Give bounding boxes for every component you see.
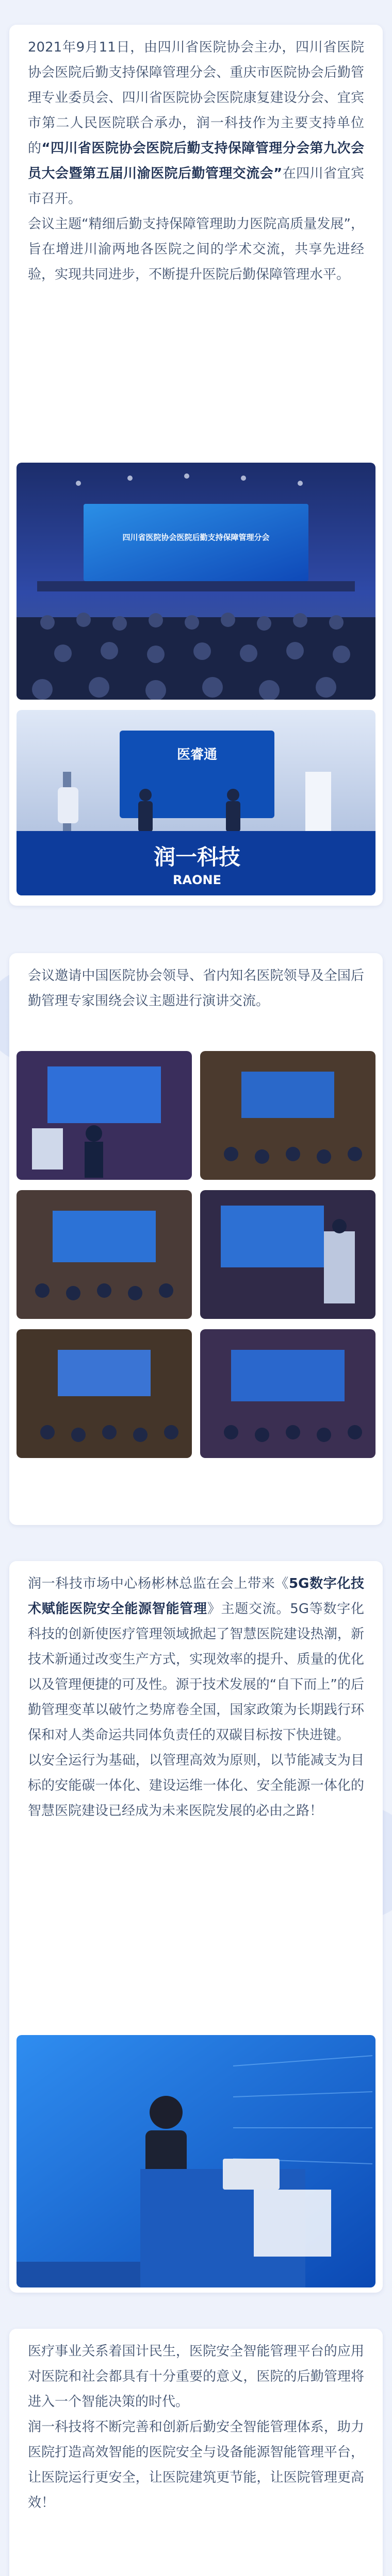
speaker-photo-4 [200,1190,375,1319]
booth-brand-en-text: RAONE [173,873,221,887]
closing-paragraph-2: 润一科技将不断完善和创新后勤安全智能管理体系，助力医院打造高效智能的医院安全与设备能源智能管理平台，让医院运行更安全，让医院建筑更节能，让医院管理更高效！ [28,2419,364,2511]
topic-talk-card [9,1561,383,2293]
conference-hall-photo [17,463,375,700]
topic-paragraph-2: 以安全运行为基础，以管理高效为原则，以节能减支为目标的安能碳一体化、建设运维一体化、安全能源一体化的智慧医院建设已经成为未来医院发展的必由之路！ [28,1753,364,1819]
closing-paragraph-1: 医疗事业关系着国计民生，医院安全智能管理平台的应用对医院和社会都具有十分重要的意义，医院的后勤管理将进入一个智能决策的时代。 [28,2344,364,2410]
topic-paragraph-1: 润一科技市场中心杨彬林总监在会上带来《5G数字化技术赋能医院安全能源智能管理》主题交流。5G等数字化科技的创新使医疗管理领域掀起了智慧医院建设热潮，新技术新通过改变生产方式，实现效率的提升、质量的优化以及管理便捷的可及性。源于技术发展的“自下而上”的后勤管理变革以破竹之势席卷全国，国家政策为长期践行环保和对人类命运共同体负责任的双碳目标按下快进键。 [28,1576,364,1743]
intro-card [9,25,383,906]
speaker-photo-1 [17,1051,192,1180]
speakers-text [28,963,364,1014]
speaker-photo-2 [200,1051,375,1180]
closing-text [28,2339,364,2516]
speaker-podium-photo [17,2035,375,2287]
hall-screen-text: 四川省医院协会医院后勤支持保障管理分会 [122,533,270,542]
speakers-card [9,953,383,1525]
speakers-paragraph: 会议邀请中国医院协会领导、省内知名医院领导及全国后勤管理专家围绕会议主题进行演讲交流。 [28,968,364,1009]
speaker-photo-3 [17,1190,192,1319]
booth-banner-text: 医睿通 [176,747,218,762]
intro-paragraph-2: 会议主题“精细后勤支持保障管理助力医院高质量发展”，旨在增进川渝两地各医院之间的学术交流，共享先进经验，实现共同进步，不断提升医院后勤保障管理水平。 [28,216,364,282]
topic-talk-text [28,1571,364,1824]
talk-title: 5G数字化技术赋能医院安全能源智能管理 [28,1576,364,1617]
speaker-photo-6 [200,1329,375,1458]
intro-text [28,35,364,287]
booth-brand-text: 润一科技 [153,844,241,870]
closing-card [9,2329,383,2576]
intro-paragraph-1: 2021年9月11日，由四川省医院协会主办，四川省医院协会医院后勤支持保障管理分会、重庆市医院协会后勤管理专业委员会、四川省医院协会医院康复建设分会、宜宾市第二人民医院联合承办，润一科技作为主要支持单位的“四川省医院协会医院后勤支持保障管理分会第九次会员大会暨第五届川渝医院后勤管理交流会”在四川省宜宾市召开。 [28,40,364,207]
conference-title: “四川省医院协会医院后勤支持保障管理分会第九次会员大会暨第五届川渝医院后勤管理交流会” [28,141,364,181]
exhibition-booth-photo [17,710,375,895]
speaker-photo-5 [17,1329,192,1458]
